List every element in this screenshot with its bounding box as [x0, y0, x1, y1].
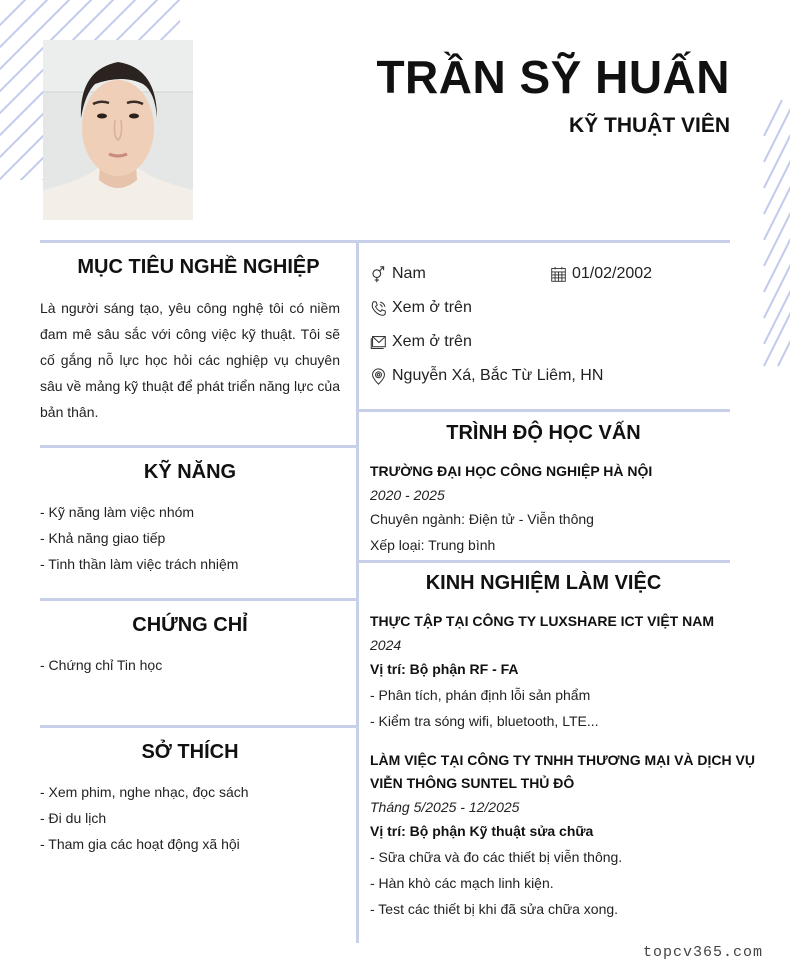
gender-icon [370, 266, 387, 283]
divider-right-2 [357, 560, 730, 563]
location-icon [370, 368, 387, 385]
divider-left-2 [40, 598, 357, 601]
experience-position: Vị trí: Bộ phận Kỹ thuật sửa chữa [370, 823, 594, 839]
skill-item: - Kỹ năng làm việc nhóm [40, 504, 195, 520]
profile-photo [43, 40, 193, 220]
address-row [370, 367, 603, 385]
calendar-icon [550, 266, 567, 283]
education-major: Chuyên ngành: Điện tử - Viễn thông [370, 511, 594, 527]
phone-icon [370, 300, 387, 317]
experience-company: LÀM VIỆC TẠI CÔNG TY TNHH THƯƠNG MẠI VÀ DỊCH VỤ [370, 752, 755, 768]
candidate-name: TRẦN SỸ HUẤN [376, 51, 730, 103]
gender-value: Nam [392, 265, 426, 282]
education-period: 2020 - 2025 [370, 487, 445, 503]
experience-task: - Kiểm tra sóng wifi, bluetooth, LTE... [370, 713, 599, 729]
certificate-item: - Chứng chỉ Tin học [40, 657, 163, 673]
experience-task: - Sữa chữa và đo các thiết bị viễn thông. [370, 849, 623, 865]
phone-value: Xem ở trên [392, 299, 472, 316]
experience-task: - Hàn khò các mạch linh kiện. [370, 875, 554, 891]
experience-position: Vị trí: Bộ phận RF - FA [370, 661, 519, 677]
experience-task: - Phân tích, phán định lỗi sản phẩm [370, 687, 591, 703]
hobbies-title: SỞ THÍCH [141, 741, 239, 763]
mail-icon [370, 334, 387, 351]
experience-title: KINH NGHIỆM LÀM VIỆC [425, 572, 662, 594]
education-school: TRƯỜNG ĐẠI HỌC CÔNG NGHIỆP HÀ NỘI [370, 463, 653, 479]
experience-period: Tháng 5/2025 - 12/2025 [370, 799, 520, 815]
hobby-item: - Tham gia các hoạt động xã hội [40, 836, 240, 852]
skill-item: - Tinh thần làm việc trách nhiệm [40, 556, 239, 572]
address-value: Nguyễn Xá, Bắc Từ Liêm, HN [392, 367, 604, 384]
experience-company: THỰC TẬP TẠI CÔNG TY LUXSHARE ICT VIỆT NAM [370, 613, 714, 629]
experience-company-line2: VIỄN THÔNG SUNTEL THỦ ĐÔ [370, 775, 575, 791]
skill-item: - Khả năng giao tiếp [40, 530, 166, 546]
education-rank: Xếp loại: Trung bình [370, 537, 496, 553]
experience-task: - Test các thiết bị khi đã sửa chữa xong. [370, 901, 619, 917]
objective-title: MỤC TIÊU NGHỀ NGHIỆP [77, 256, 320, 278]
watermark: topcv365.com [643, 944, 764, 961]
birthday-value: 01/02/2002 [572, 265, 653, 282]
divider-top [40, 240, 730, 243]
education-title: TRÌNH ĐỘ HỌC VẤN [446, 422, 641, 444]
decorative-stripes-right [758, 98, 790, 368]
experience-period: 2024 [370, 637, 402, 653]
objective-text: Là người sáng tạo, yêu công nghệ tôi có niềm đam mê sâu sắc với công việc kỹ thuật. Tôi sẽ cố gắng nỗ lực học hỏi các nghiệp vụ chuyên sâu về mảng kỹ thuật để phát triển năng lực của bản thân. [40, 300, 340, 420]
divider-left-1 [40, 445, 357, 448]
job-title: KỸ THUẬT VIÊN [568, 114, 730, 137]
gender-row [370, 265, 426, 283]
email-row [370, 333, 472, 351]
birthday-row [550, 265, 652, 283]
hobby-item: - Xem phim, nghe nhạc, đọc sách [40, 784, 249, 800]
certificates-title: CHỨNG CHỈ [132, 614, 248, 636]
phone-row [370, 299, 472, 317]
hobby-item: - Đi du lịch [40, 810, 107, 826]
divider-left-3 [40, 725, 357, 728]
email-value: Xem ở trên [392, 333, 472, 350]
skills-title: KỸ NĂNG [143, 461, 237, 483]
divider-right-1 [357, 409, 730, 412]
